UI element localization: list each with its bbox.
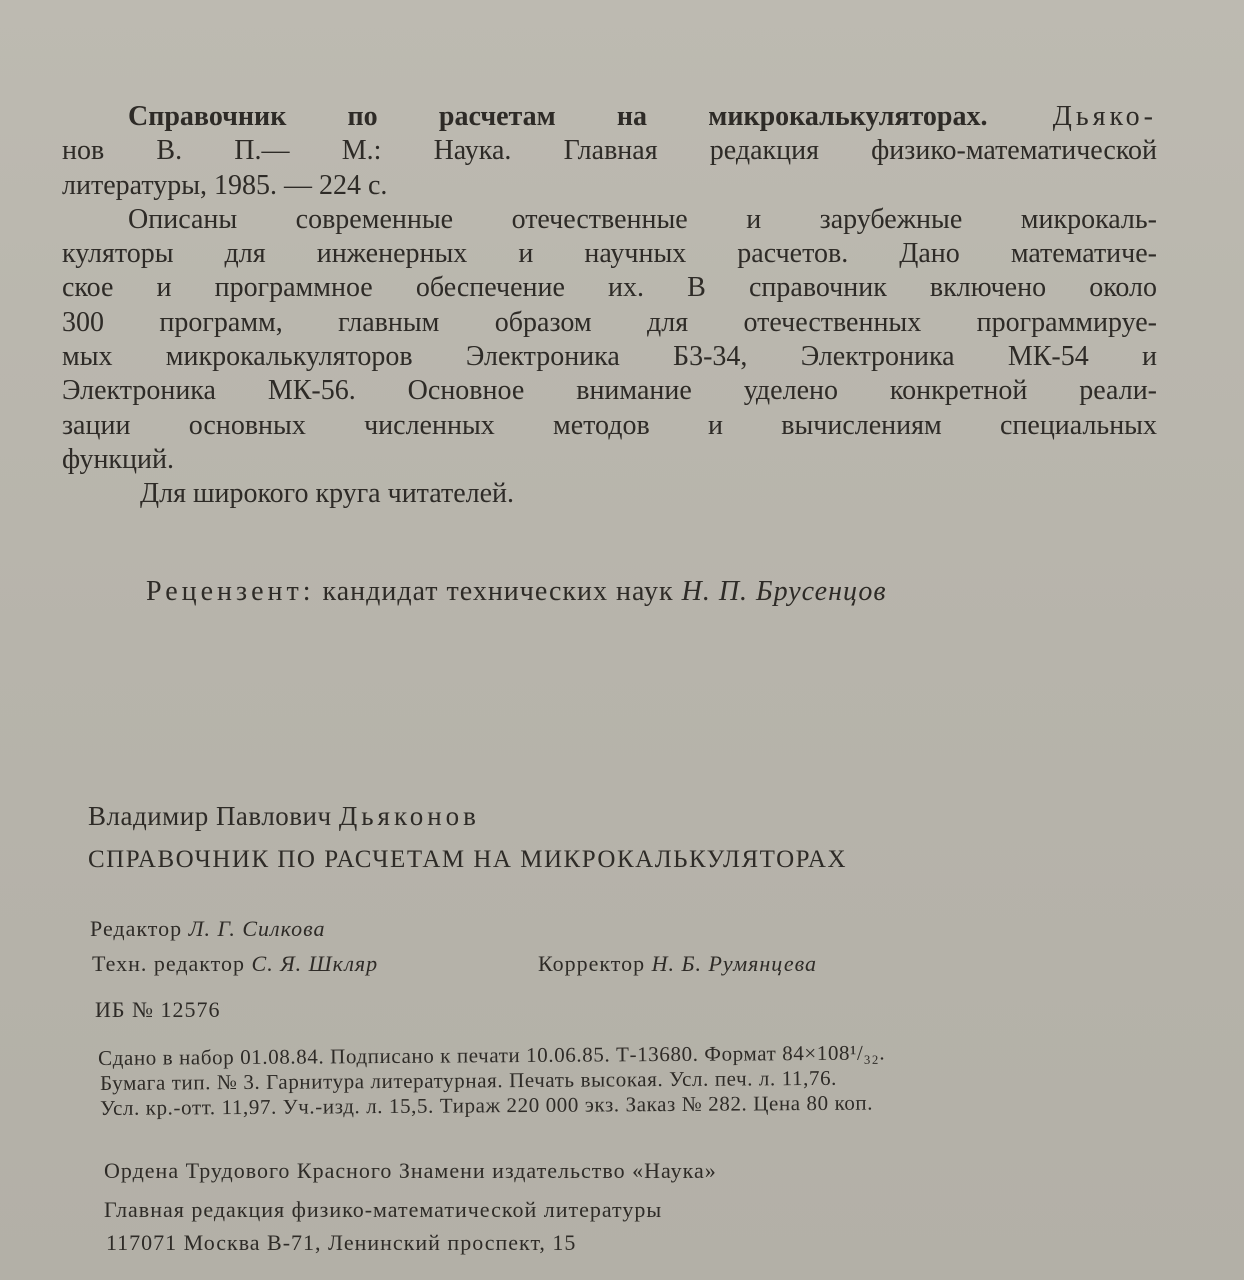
abstract-line-11: функций. xyxy=(62,443,174,475)
publisher-line-1: Ордена Трудового Красного Знамени издательство «Наука» xyxy=(104,1158,717,1183)
editor-line xyxy=(90,916,326,942)
ib-number: ИБ № 12576 xyxy=(95,997,221,1022)
author-surname-spaced: Дьяко- xyxy=(987,101,1157,132)
author-first-names: Владимир Павлович xyxy=(88,801,339,831)
editor-label: Редактор xyxy=(90,916,189,941)
abstract-block xyxy=(62,100,1157,512)
abstract-line-1 xyxy=(62,100,1157,134)
abstract-line-6: ское и программное обеспечение их. В справочник включено около xyxy=(62,272,1157,304)
tech-editor-name: С. Я. Шкляр xyxy=(251,951,379,976)
colophon-author xyxy=(88,801,480,832)
corrector-label: Корректор xyxy=(538,951,652,976)
author-last-name: Дьяконов xyxy=(338,801,480,831)
abstract-line-10: зации основных численных методов и вычислениям специальных xyxy=(62,409,1157,441)
abstract-line-7: 300 программ, главным образом для отечественных программируе- xyxy=(62,306,1157,338)
book-title-bold: Справочник по расчетам на микрокалькуляторах. xyxy=(128,101,988,132)
reviewer-degree: кандидат технических наук xyxy=(314,576,682,607)
tech-editor-line xyxy=(92,951,378,977)
abstract-line-3: литературы, 1985. — 224 с. xyxy=(62,169,388,201)
corrector-line xyxy=(538,951,817,977)
abstract-line-4: Описаны современные отечественные и зарубежные микрокаль- xyxy=(128,203,1157,235)
reviewer-line xyxy=(146,576,887,608)
print-line-1: Сдано в набор 01.08.84. Подписано к печати 10.06.85. Т-13680. Формат 84×108¹/₃₂. xyxy=(98,1040,886,1070)
publisher-line-3: 117071 Москва В-71, Ленинский проспект, 15 xyxy=(106,1230,577,1255)
editor-name: Л. Г. Силкова xyxy=(188,916,326,941)
print-line-3: Усл. кр.-отт. 11,97. Уч.-изд. л. 15,5. Тираж 220 000 экз. Заказ № 282. Цена 80 коп. xyxy=(100,1090,874,1120)
reviewer-name: Н. П. Брусенцов xyxy=(681,576,887,607)
abstract-line-2: нов В. П.— М.: Наука. Главная редакция физико-математической xyxy=(62,135,1157,167)
corrector-name: Н. Б. Румянцева xyxy=(651,951,817,976)
abstract-line-9: Электроника МК-56. Основное внимание уделено конкретной реали- xyxy=(62,375,1157,407)
publisher-line-2: Главная редакция физико-математической литературы xyxy=(104,1197,663,1222)
colophon-book-title: СПРАВОЧНИК ПО РАСЧЕТАМ НА МИКРОКАЛЬКУЛЯТОРАХ xyxy=(88,846,847,873)
abstract-line-12: Для широкого круга читателей. xyxy=(140,478,515,510)
tech-editor-label: Техн. редактор xyxy=(92,951,252,976)
abstract-line-5: куляторы для инженерных и научных расчетов. Дано математиче- xyxy=(62,238,1157,270)
abstract-line-8: мых микрокалькуляторов Электроника Б3-34, Электроника МК-54 и xyxy=(62,341,1157,373)
print-line-2: Бумага тип. № 3. Гарнитура литературная. Печать высокая. Усл. печ. л. 11,76. xyxy=(100,1065,838,1095)
reviewer-label: Рецензент: xyxy=(146,576,315,607)
